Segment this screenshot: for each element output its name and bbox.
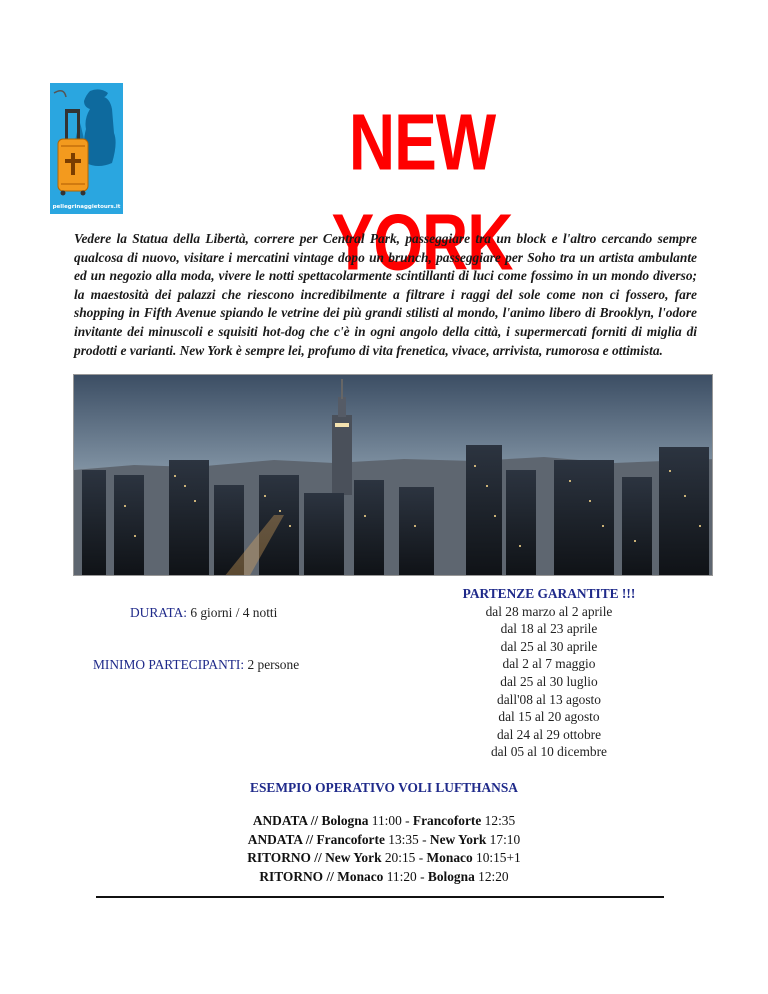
partenza-date: dal 15 al 20 agosto xyxy=(498,709,600,725)
new-york-skyline-photo xyxy=(73,374,713,576)
partenze-list xyxy=(430,585,668,761)
volo-arr-time: 10:15+1 xyxy=(472,850,521,866)
volo-from: Monaco xyxy=(337,868,384,884)
volo-from: Francoforte xyxy=(316,831,385,847)
intro-paragraph: Vedere la Statua della Libertà, correre per Central Park, passeggiare tra un block e l'altro cercando sempre qualcosa di nuovo, visitare i mercatini vintage dopo un brunch, passeggiare per Soho tra un artista ambulante ed un negozio alla moda, vivere le notti spettacolarmente scintillanti di luci come fossimo in un mondo diverso; la maestosità dei palazzi che riescono incredibilmente a filtrare i raggi del sole come non ci fossero, fare shopping in Fifth Avenue spiando le vetrine dei più grandi stilisti al mondo, l'animo libero di Brooklyn, l'odore invitante dei minuscoli e squisiti hot-dog che c'è in ogni angolo della città, i supermercati forniti di miglia di prodotti e varianti. New York è sempre lei, profumo di vita frenetica, vivace, arrivista, rumorosa e ottimista. xyxy=(74,231,697,358)
volo-from: Bologna xyxy=(321,813,369,828)
volo-row xyxy=(0,831,768,850)
partenza-date: dal 24 al 29 ottobre xyxy=(496,726,602,742)
durata-label: DURATA: xyxy=(130,605,187,620)
volo-dep-time: 20:15 - xyxy=(381,850,427,866)
volo-row xyxy=(0,868,768,887)
voli-list xyxy=(0,812,768,886)
volo-direction: ANDATA // xyxy=(252,813,322,828)
skyline-image xyxy=(74,375,713,576)
volo-arr-time: 12:20 xyxy=(474,868,509,884)
partenza-date: dal 25 al 30 luglio xyxy=(500,673,598,689)
horizontal-rule xyxy=(96,896,664,898)
partenza-date: dal 25 al 30 aprile xyxy=(500,638,598,654)
partenza-date: dal 2 al 7 maggio xyxy=(502,656,596,672)
partenza-date: dal 28 marzo al 2 aprile xyxy=(485,603,613,619)
volo-to: New York xyxy=(429,831,487,847)
volo-dep-time: 11:00 - xyxy=(368,813,413,828)
partenza-date: dal 05 al 10 dicembre xyxy=(490,744,607,760)
logo-text: pellegrinaggietours.it xyxy=(52,204,121,210)
volo-dep-time: 11:20 - xyxy=(383,868,428,884)
durata-info xyxy=(130,605,277,621)
volo-arr-time: 12:35 xyxy=(481,813,516,828)
suitcase-pilgrim-logo-icon xyxy=(50,83,123,214)
logo xyxy=(50,83,123,214)
volo-row xyxy=(0,812,768,831)
minimo-value: 2 persone xyxy=(244,657,300,672)
volo-direction: RITORNO // xyxy=(247,850,326,866)
volo-to: Monaco xyxy=(426,850,473,866)
volo-arr-time: 17:10 xyxy=(486,831,521,847)
partenza-date: dal 18 al 23 aprile xyxy=(500,621,598,637)
page-title: NEW YORK xyxy=(331,97,513,287)
voli-title: ESEMPIO OPERATIVO VOLI LUFTHANSA xyxy=(250,780,518,795)
partenze-title: PARTENZE GARANTITE !!! xyxy=(462,586,636,601)
volo-to: Francoforte xyxy=(412,813,482,828)
durata-value: 6 giorni / 4 notti xyxy=(186,605,278,620)
minimo-partecipanti-info xyxy=(93,657,299,673)
minimo-label: MINIMO PARTECIPANTI: xyxy=(93,657,245,672)
volo-to: Bologna xyxy=(427,868,475,884)
volo-from: New York xyxy=(325,850,382,866)
volo-dep-time: 13:35 - xyxy=(384,831,430,847)
partenza-date: dall'08 al 13 agosto xyxy=(497,691,601,707)
volo-row xyxy=(0,849,768,868)
volo-direction: ANDATA // xyxy=(247,831,317,847)
volo-direction: RITORNO // xyxy=(259,868,338,884)
